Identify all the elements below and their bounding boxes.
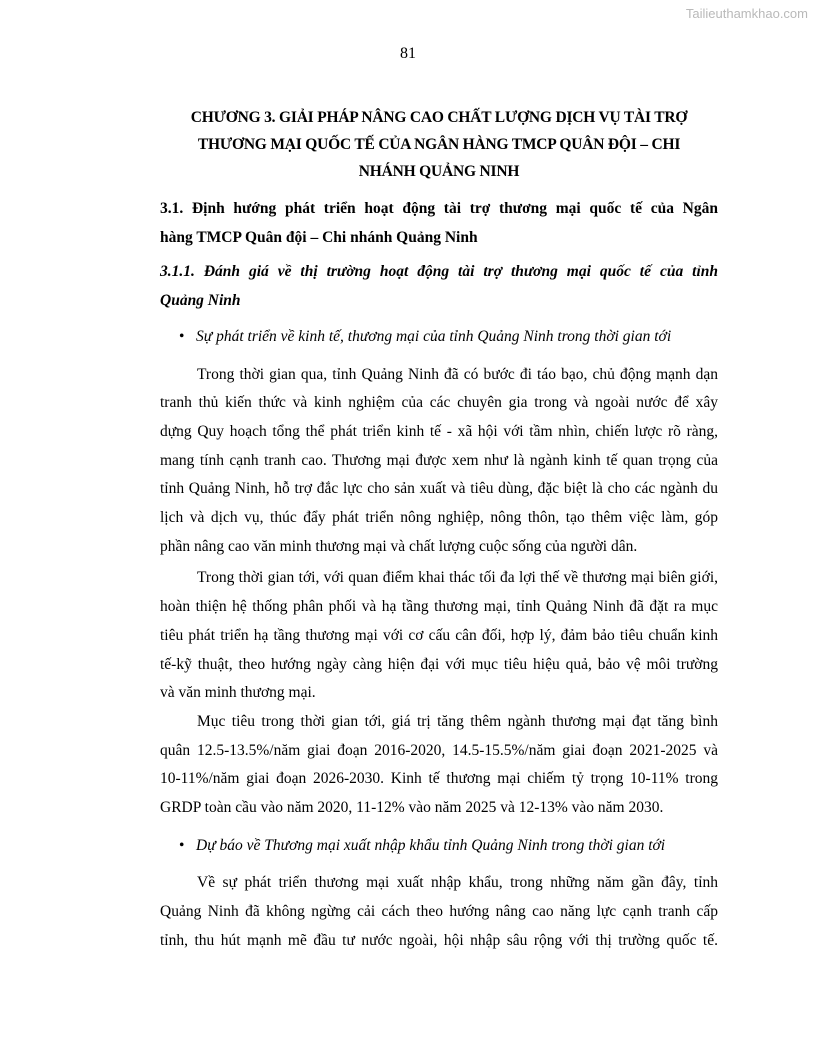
watermark: Tailieuthamkhao.com <box>685 6 808 21</box>
heading-line: 3.1. Định hướng phát triển hoạt động tài trợ thương mại quốc tế của Ngân <box>160 200 718 217</box>
chapter-title-line: CHƯƠNG 3. GIẢI PHÁP NÂNG CAO CHẤT LƯỢNG DỊCH VỤ TÀI TRỢ <box>190 109 688 126</box>
paragraph-line: tranh thủ kiến thức và kinh nghiệm của các chuyên gia trong và ngoài nước để xây <box>160 394 718 412</box>
paragraph-line: và văn minh thương mại. <box>160 684 316 702</box>
paragraph-line: GRDP toàn cầu vào năm 2020, 11-12% vào năm 2025 và 12-13% vào năm 2030. <box>160 799 664 817</box>
paragraph-line: lịch và dịch vụ, thúc đẩy phát triển nông nghiệp, nông thôn, tạo thêm việc làm, góp <box>160 509 718 527</box>
paragraph-line: Quảng Ninh đã không ngừng cải cách theo hướng nâng cao năng lực cạnh tranh cấp <box>160 903 718 921</box>
paragraph-line: dựng Quy hoạch tổng thể phát triển kinh tế - xã hội với tầm nhìn, chiến lược rõ ràng, <box>160 422 718 440</box>
chapter-title-line: THƯƠNG MẠI QUỐC TẾ CỦA NGÂN HÀNG TMCP QUÂN ĐỘI – CHI <box>197 136 681 153</box>
paragraph <box>160 361 718 562</box>
heading-line: hàng TMCP Quân đội – Chi nhánh Quảng Ninh <box>160 228 478 246</box>
chapter-title-line: NHÁNH QUẢNG NINH <box>358 163 520 180</box>
paragraph-line: quân 12.5-13.5%/năm giai đoạn 2016-2020, 14.5-15.5%/năm giai đoạn 2021-2025 và <box>160 741 718 759</box>
section-heading-3-1 <box>160 195 718 252</box>
section-heading-3-1-1 <box>160 258 718 315</box>
paragraph-line: hoàn thiện hệ thống phân phối và hạ tầng thương mại, tỉnh Quảng Ninh đã đặt ra mục <box>160 598 718 616</box>
paragraph <box>160 564 718 708</box>
heading-line: 3.1.1. Đánh giá về thị trường hoạt động tài trợ thương mại quốc tế của tỉnh <box>160 263 718 281</box>
paragraph <box>160 708 718 823</box>
paragraph-line: phần nâng cao văn minh thương mại và chất lượng cuộc sống của người dân. <box>160 537 638 555</box>
paragraph <box>160 869 718 955</box>
page-body <box>160 104 718 956</box>
paragraph-line: Trong thời gian qua, tỉnh Quảng Ninh đã có bước đi táo bạo, chủ động mạnh dạn <box>197 365 718 383</box>
paragraph-line: Về sự phát triển thương mại xuất nhập khẩu, trong những năm gần đây, tỉnh <box>197 874 718 892</box>
paragraph-line: tiêu phát triển hạ tầng thương mại với cơ cấu cân đối, hợp lý, đảm bảo tiêu chuẩn kinh <box>160 626 718 644</box>
bullet-item: • Sự phát triển về kinh tế, thương mại của tỉnh Quảng Ninh trong thời gian tới <box>196 323 718 352</box>
paragraph-line: tỉnh Quảng Ninh, hỗ trợ đắc lực cho sản xuất và tiêu dùng, đặc biệt là cho các ngành du <box>160 480 718 498</box>
chapter-title <box>160 104 718 185</box>
paragraph-line: mang tính cạnh tranh cao. Thương mại được xem như là ngành kinh tế quan trọng của <box>160 451 718 469</box>
paragraph-line: tế-kỹ thuật, theo hướng ngày càng hiện đại với mục tiêu hiệu quả, bảo vệ môi trường <box>160 655 718 673</box>
heading-line: Quảng Ninh <box>160 292 241 310</box>
paragraph-line: Trong thời gian tới, với quan điểm khai thác tối đa lợi thế về thương mại biên giới, <box>197 569 718 587</box>
paragraph-line: 10-11%/năm giai đoạn 2026-2030. Kinh tế thương mại chiếm tỷ trọng 10-11% trong <box>160 770 718 788</box>
paragraph-line: tỉnh, thu hút mạnh mẽ đầu tư nước ngoài, hội nhập sâu rộng với thị trường quốc tế. <box>160 931 718 949</box>
paragraph-line: Mục tiêu trong thời gian tới, giá trị tăng thêm ngành thương mại đạt tăng bình <box>197 712 718 730</box>
page-number: 81 <box>400 45 416 62</box>
bullet-item: • Dự báo về Thương mại xuất nhập khẩu tỉnh Quảng Ninh trong thời gian tới <box>196 832 718 861</box>
